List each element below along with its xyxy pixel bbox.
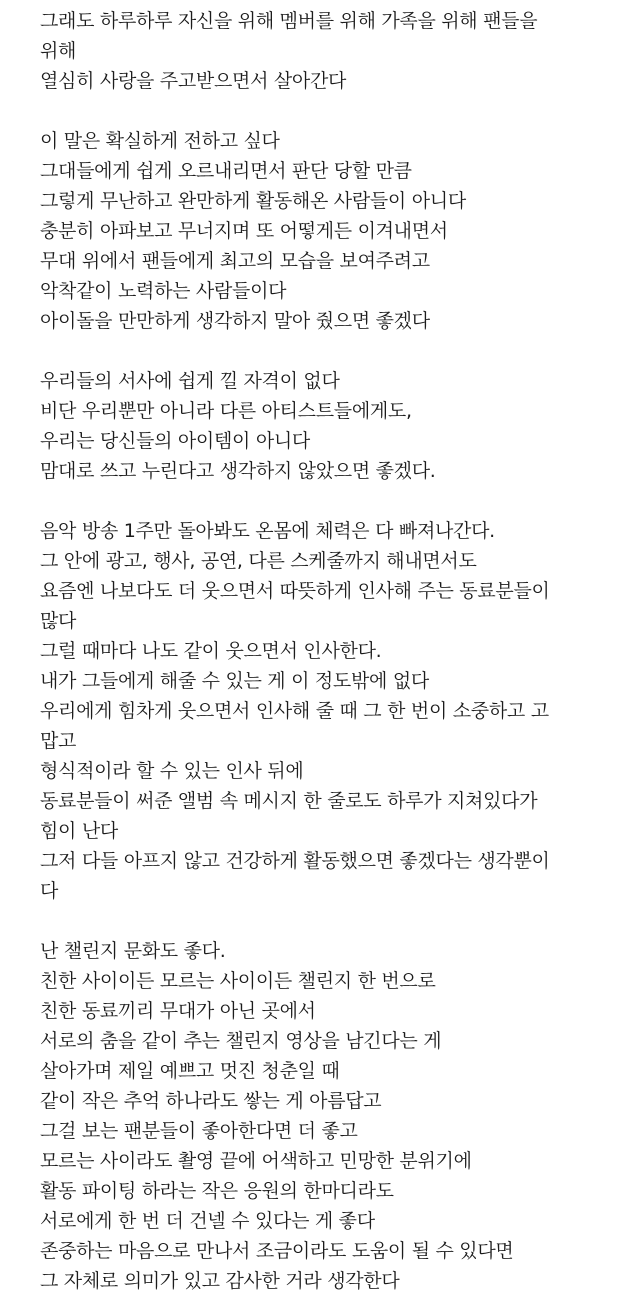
text-line: 서로의 춤을 같이 추는 챌린지 영상을 남긴다는 게 xyxy=(40,1030,442,1052)
text-line: 친한 사이이든 모르는 사이이든 챌린지 한 번으로 xyxy=(40,970,436,992)
text-line: 요즘엔 나보다도 더 웃으면서 따뜻하게 인사해 주는 동료분들이 xyxy=(40,580,550,602)
text-line: 악착같이 노력하는 사람들이다 xyxy=(40,280,287,302)
text-line: 활동 파이팅 하라는 작은 응원의 한마디라도 xyxy=(40,1180,394,1202)
text-line: 다 xyxy=(40,880,59,902)
paragraph-3 xyxy=(40,366,630,486)
text-line: 살아가며 제일 예쁘고 멋진 청춘일 때 xyxy=(40,1060,340,1082)
text-line: 충분히 아파보고 무너지며 또 어떻게든 이겨내면서 xyxy=(40,220,448,242)
text-line: 아이돌을 만만하게 생각하지 말아 줬으면 좋겠다 xyxy=(40,310,430,332)
text-line: 같이 작은 추억 하나라도 쌓는 게 아름답고 xyxy=(40,1090,382,1112)
text-line: 형식적이라 할 수 있는 인사 뒤에 xyxy=(40,760,304,782)
text-line: 난 챌린지 문화도 좋다. xyxy=(40,940,226,962)
text-line: 그 자체로 의미가 있고 감사한 거라 생각한다 xyxy=(40,1270,400,1292)
text-line: 맙고 xyxy=(40,730,77,752)
text-line: 그저 다들 아프지 않고 건강하게 활동했으면 좋겠다는 생각뿐이 xyxy=(40,850,550,872)
text-line: 그래도 하루하루 자신을 위해 멤버를 위해 가족을 위해 팬들을 xyxy=(40,10,538,32)
text-line: 많다 xyxy=(40,610,77,632)
paragraph-2 xyxy=(40,126,630,336)
text-line: 맘대로 쓰고 누린다고 생각하지 않았으면 좋겠다. xyxy=(40,460,436,482)
text-line: 그 안에 광고, 행사, 공연, 다른 스케줄까지 해내면서도 xyxy=(40,550,477,572)
paragraph-1 xyxy=(40,6,630,96)
document-body xyxy=(40,6,630,1296)
paragraph-5 xyxy=(40,936,630,1296)
text-line: 그럴 때마다 나도 같이 웃으면서 인사한다. xyxy=(40,640,382,662)
text-line: 비단 우리뿐만 아니라 다른 아티스트들에게도, xyxy=(40,400,412,422)
text-line: 힘이 난다 xyxy=(40,820,118,842)
text-line: 존중하는 마음으로 만나서 조금이라도 도움이 될 수 있다면 xyxy=(40,1240,514,1262)
text-line: 이 말은 확실하게 전하고 싶다 xyxy=(40,130,280,152)
paragraph-4 xyxy=(40,516,630,906)
text-line: 그대들에게 쉽게 오르내리면서 판단 당할 만큼 xyxy=(40,160,412,182)
text-line: 내가 그들에게 해줄 수 있는 게 이 정도밖에 없다 xyxy=(40,670,429,692)
text-line: 우리들의 서사에 쉽게 낄 자격이 없다 xyxy=(40,370,340,392)
text-line: 음악 방송 1주만 돌아봐도 온몸에 체력은 다 빠져나간다. xyxy=(40,520,495,542)
text-line: 무대 위에서 팬들에게 최고의 모습을 보여주려고 xyxy=(40,250,430,272)
text-line: 열심히 사랑을 주고받으면서 살아간다 xyxy=(40,70,347,92)
text-line: 그렇게 무난하고 완만하게 활동해온 사람들이 아니다 xyxy=(40,190,466,212)
text-line: 위해 xyxy=(40,40,77,62)
text-line: 우리에게 힘차게 웃으면서 인사해 줄 때 그 한 번이 소중하고 고 xyxy=(40,700,549,722)
text-line: 서로에게 한 번 더 건넬 수 있다는 게 좋다 xyxy=(40,1210,375,1232)
text-line: 그걸 보는 팬분들이 좋아한다면 더 좋고 xyxy=(40,1120,358,1142)
text-line: 친한 동료끼리 무대가 아닌 곳에서 xyxy=(40,1000,316,1022)
text-line: 동료분들이 써준 앨범 속 메시지 한 줄로도 하루가 지쳐있다가 xyxy=(40,790,538,812)
text-line: 우리는 당신들의 아이템이 아니다 xyxy=(40,430,310,452)
text-line: 모르는 사이라도 촬영 끝에 어색하고 민망한 분위기에 xyxy=(40,1150,472,1172)
